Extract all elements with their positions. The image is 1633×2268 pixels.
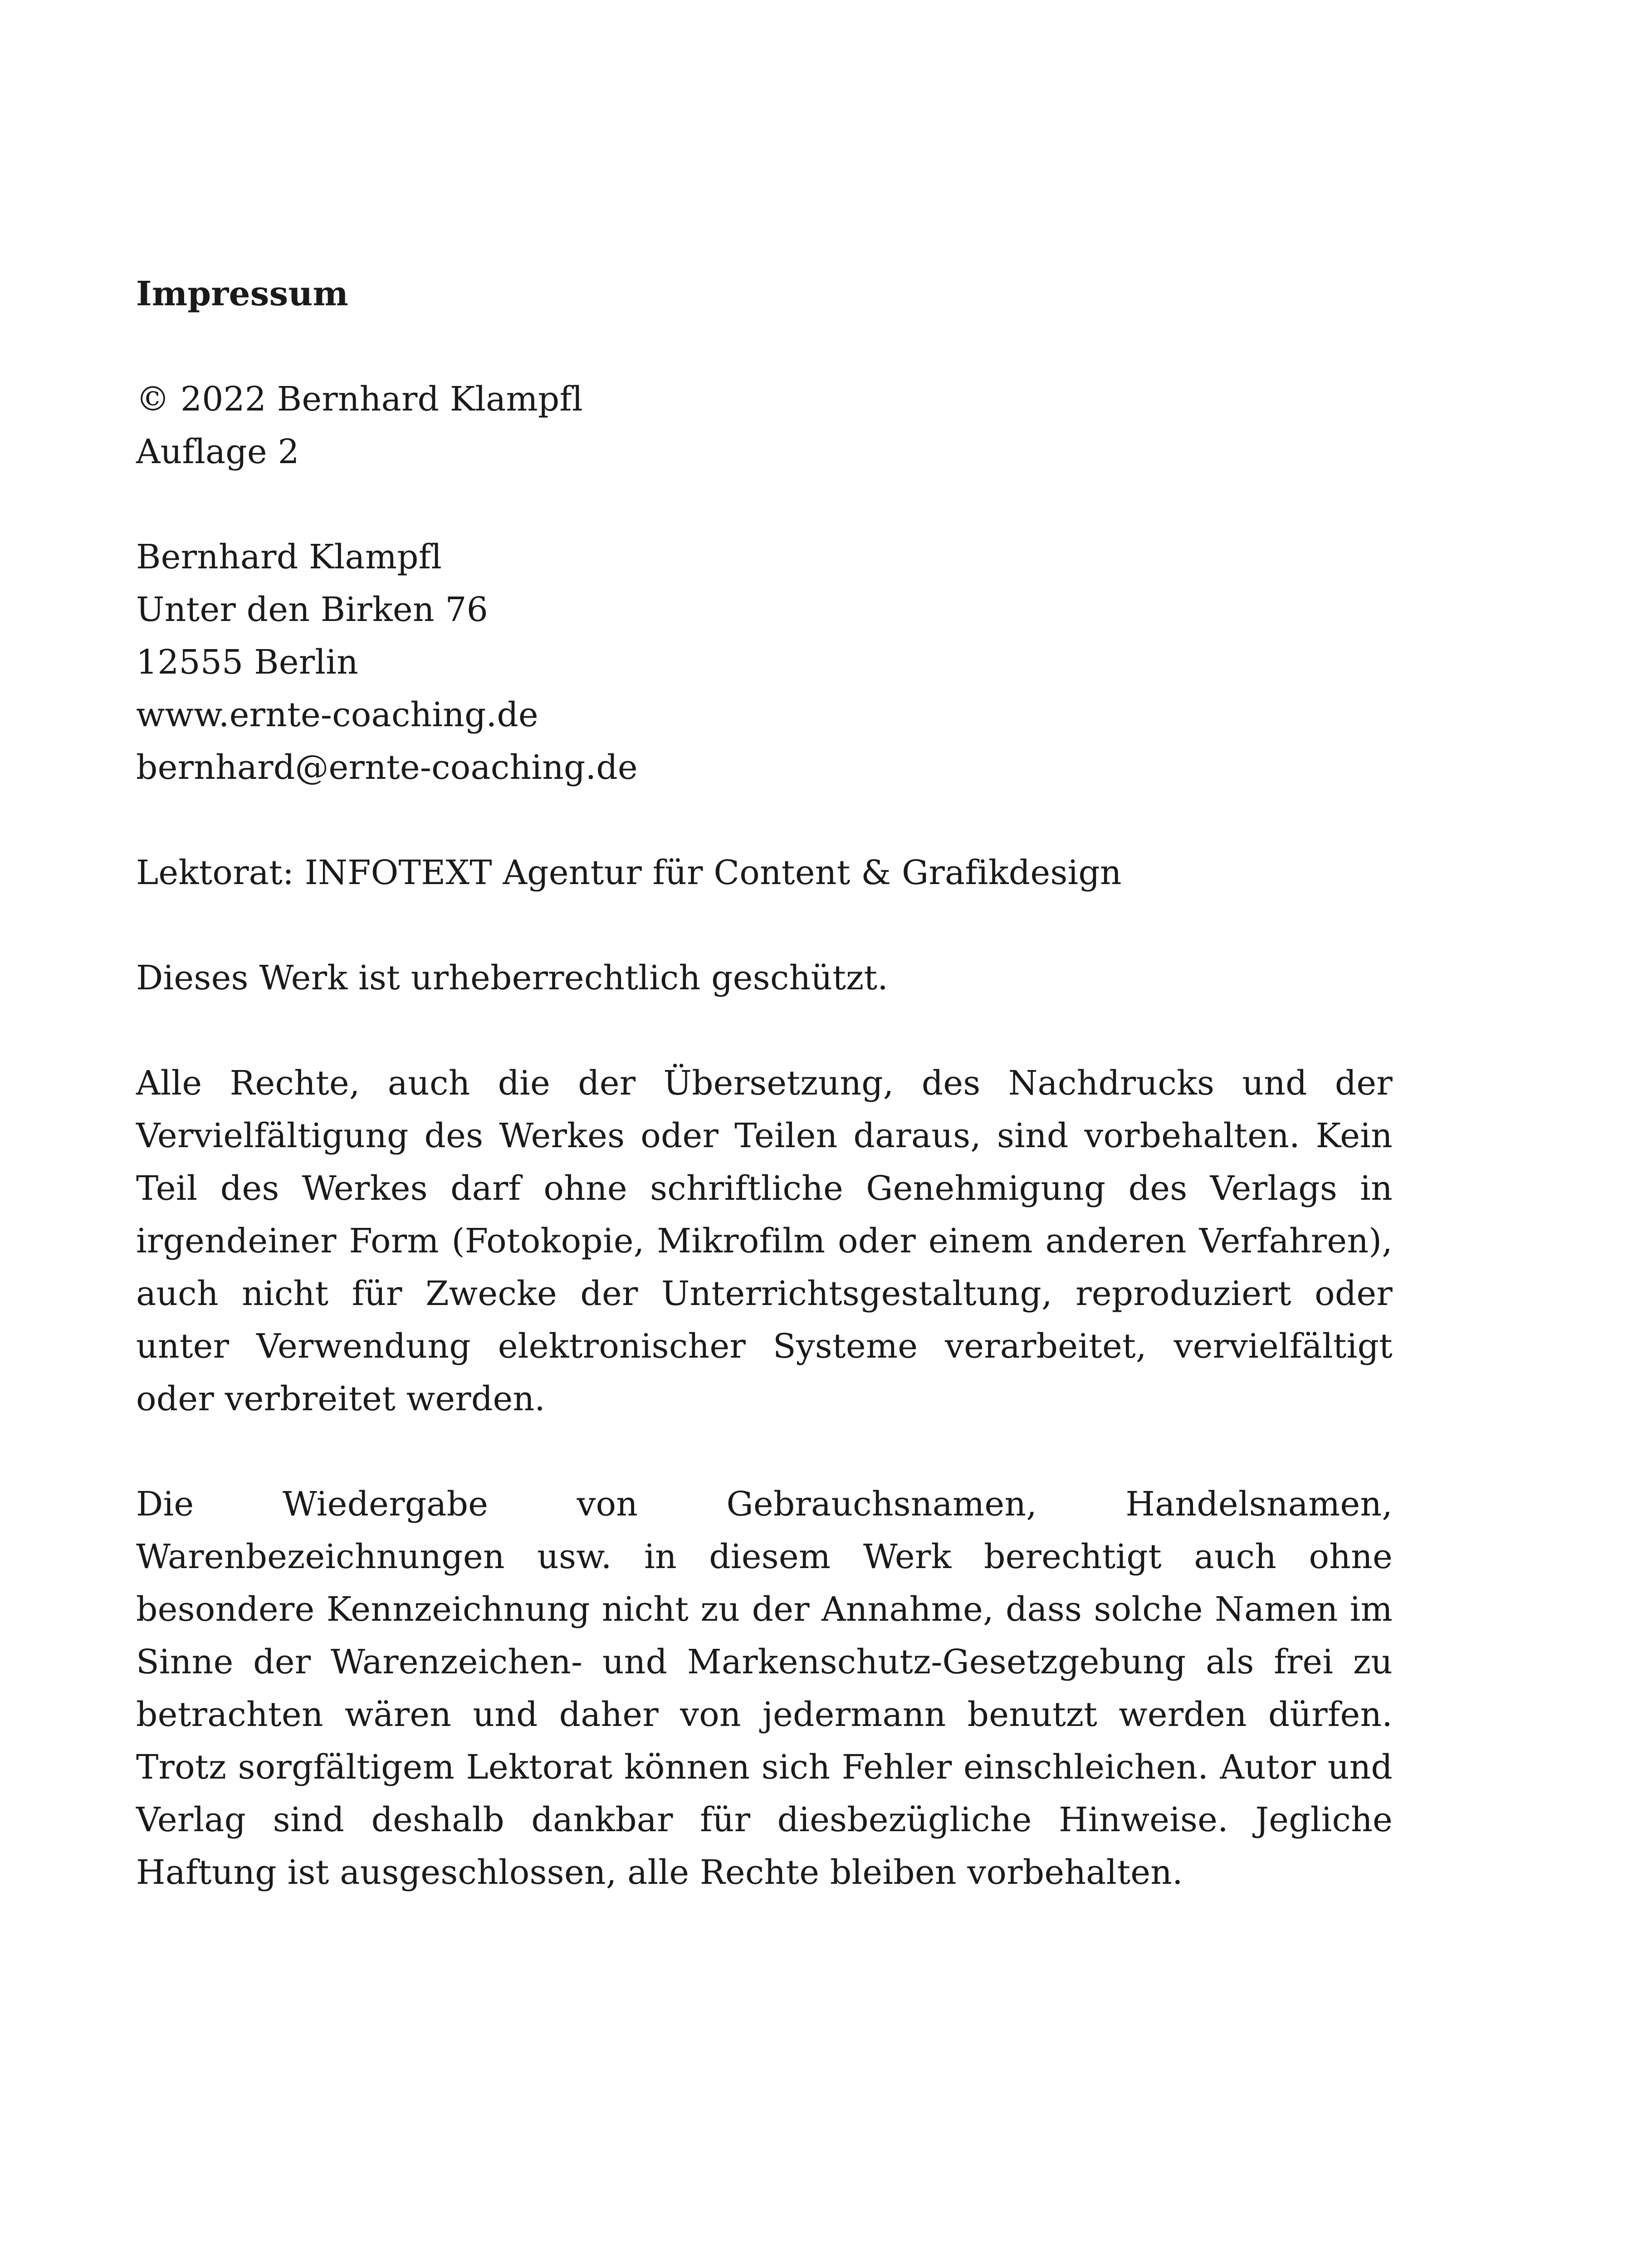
spacer — [136, 320, 1393, 373]
copyright-notice: Dieses Werk ist urheberrechtlich geschützt. — [136, 958, 888, 997]
editing-credit: Lektorat: INFOTEXT Agentur für Content & Grafikdesign — [136, 853, 1122, 892]
spacer — [136, 1004, 1393, 1057]
spacer — [136, 478, 1393, 531]
street-address: Unter den Birken 76 — [136, 590, 488, 629]
copyright-line: © 2022 Bernhard Klampfl — [136, 380, 583, 419]
spacer — [136, 1425, 1393, 1478]
edition-line: Auflage 2 — [136, 432, 299, 471]
rights-paragraph: Alle Rechte, auch die der Übersetzung, des Nachdrucks und der Vervielfältigung des Werkes oder Teilen daraus, sind vorbehalten. Kein Teil des Werkes darf ohne schriftliche Genehmigung des Verlags in irgendeiner Form (Fotokopie, Mikrofilm oder einem anderen Verfahren), auch nicht für Zwecke der Unterrichtsgestaltung, reproduziert oder unter Verwendung elektronischer Systeme verarbeitet, vervielfältigt oder verbreitet werden. — [136, 1064, 1393, 1418]
postal-city: 12555 Berlin — [136, 643, 358, 682]
imprint-content — [136, 268, 1393, 1899]
trademark-paragraph: Die Wiedergabe von Gebrauchsnamen, Handelsnamen, Warenbezeichnungen usw. in diesem Werk berechtigt auch ohne besondere Kennzeichnung nicht zu der Annahme, dass solche Namen im Sinne der Warenzeichen- und Markenschutz-Gesetzgebung als frei zu betrachten wären und daher von jedermann benutzt werden dürfen. Trotz sorgfältigem Lektorat können sich Fehler einschleichen. Autor und Verlag sind deshalb dankbar für diesbezügliche Hinweise. Jegliche Haftung ist ausgeschlossen, alle Rechte bleiben vorbehalten. — [136, 1485, 1393, 1892]
address-block — [136, 531, 1393, 794]
spacer — [136, 899, 1393, 952]
spacer — [136, 794, 1393, 846]
author-name: Bernhard Klampfl — [136, 538, 442, 577]
email-link[interactable]: bernhard@ernte-coaching.de — [136, 748, 638, 787]
website-link[interactable]: www.ernte-coaching.de — [136, 695, 538, 734]
page-title: Impressum — [136, 274, 348, 313]
